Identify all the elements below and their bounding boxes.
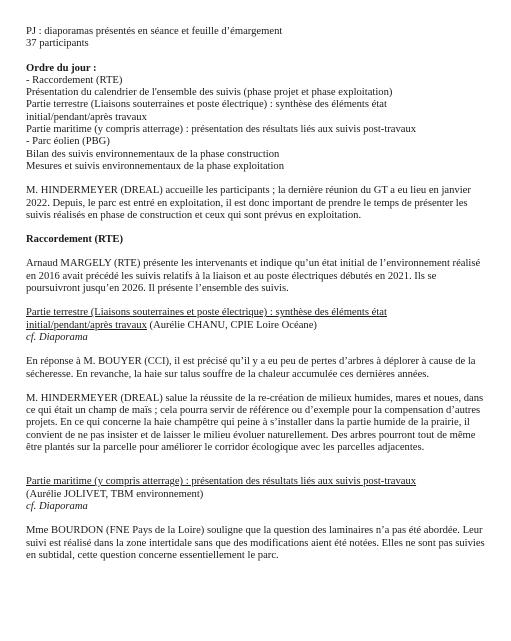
terrestre-paragraph-2: M. HINDERMEYER (DREAL) salue la réussite de la re-création de milieux humides, mares et noues, dans ce qui était un champ de maïs ; cela pourra servir de référence ou d’exemple pour la compensation d’autres projets. En ce qui concerne la haie champêtre qui peine à s’installer dans la partie humide de la prairie, il convient de ne pas insister et de laisser le milieu évoluer naturellement. Des arbres pourront tout de même être plantés sur la parcelle pour améliorer le corridor écologique avec les parcelles adjacentes. <box>26 392 484 454</box>
subsection-title-line: initial/pendant/après travaux <box>26 319 147 331</box>
agenda-item: Bilan des suivis environnementaux de la phase construction <box>26 148 280 160</box>
agenda-item: Mesures et suivis environnementaux de la phase exploitation <box>26 160 285 172</box>
attachments-line: PJ : diaporamas présentés en séance et feuille d’émargement <box>26 26 283 37</box>
subsection-title-maritime: Partie maritime (y compris atterrage) : présentation des résultats liés aux suivis post-travaux <box>26 476 417 488</box>
presenter-text: (Aurélie JOLIVET, TBM environnement) <box>26 488 204 500</box>
agenda-item: Présentation du calendrier de l'ensemble des suivis (phase projet et phase exploitation) <box>26 87 393 99</box>
intro-paragraph: M. HINDERMEYER (DREAL) accueille les participants ; la dernière réunion du GT a eu lieu en janvier 2022. Depuis, le parc est entré en exploitation, il est donc important de prendre le temps de présenter les suivis réalisés en phase de construction et ceux qui sont prévus en exploitation. <box>26 185 471 221</box>
agenda-item: - Raccordement (RTE) <box>26 74 123 86</box>
diaporama-reference: cf. Diaporama <box>26 331 88 343</box>
maritime-paragraph: Mme BOURDON (FNE Pays de la Loire) souligne que la question des laminaires n’a pas été abordée. Leur suivi est réalisé dans la zone intertidale sans que des modifications aient été notées. Elles ne sont pas suivies en subtidal, cette question concerne essentiellement le parc. <box>26 525 485 561</box>
diaporama-reference: cf. Diaporama <box>26 500 88 512</box>
participants-count: 37 participants <box>26 38 89 50</box>
subsection-title-line: Partie terrestre (Liaisons souterraines et poste électrique) : synthèse des éléments état <box>26 307 387 319</box>
agenda-item: Partie maritime (y compris atterrage) : présentation des résultats liés aux suivis post-travaux <box>26 124 417 136</box>
agenda-list <box>26 75 491 173</box>
subsection-title-terrestre <box>26 307 491 332</box>
agenda-heading: Ordre du jour : <box>26 62 97 74</box>
presenter-text: (Aurélie CHANU, CPIE Loire Océane) <box>146 319 317 331</box>
raccordement-paragraph: Arnaud MARGELY (RTE) présente les intervenants et indique qu’un état initial de l’environnement réalisé en 2016 avait précédé les suivis relatifs à la liaison et au poste électriques débutés en 2021. Ils se poursuivront jusqu’en 2026. Il présente l’ensemble des suivis. <box>26 258 481 295</box>
agenda-item: - Parc éolien (PBG) <box>26 136 110 148</box>
agenda-item: Partie terrestre (Liaisons souterraines et poste électrique) : synthèse des éléments état <box>26 99 387 111</box>
terrestre-paragraph-1: En réponse à M. BOUYER (CCI), il est précisé qu’il y a eu peu de pertes d’arbres à déplorer à cause de la sécheresse. En revanche, la haie sur talus souffre de la chaleur accumulée ces dernières années. <box>26 356 476 380</box>
section-heading-raccordement: Raccordement (RTE) <box>26 234 124 246</box>
agenda-item: initial/pendant/après travaux <box>26 111 147 123</box>
